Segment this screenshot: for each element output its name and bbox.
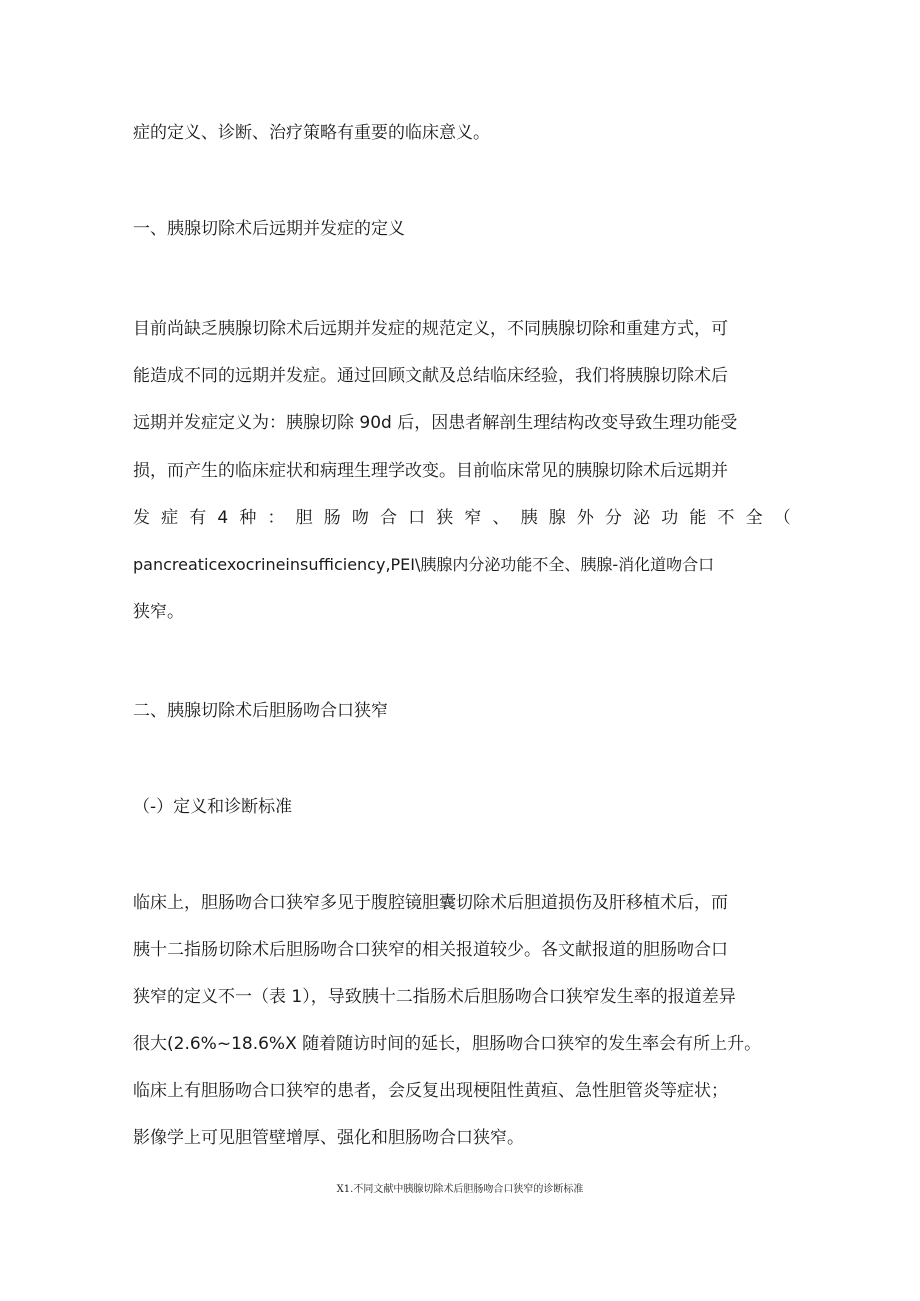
justified-char: 、: [492, 508, 510, 528]
justified-char: 胆: [295, 508, 313, 528]
paragraph-line: 胰十二指肠切除术后胆肠吻合口狭窄的相关报道较少。各文献报道的胆肠吻合口: [133, 940, 728, 960]
justified-char: 狭: [436, 508, 454, 528]
paragraph-line: pancreaticexocrineinsufficiency,PEI\胰腺内分泌功能不全、胰腺-消化道吻合口: [133, 555, 715, 574]
justified-char: 症: [161, 508, 179, 528]
justified-char: 胰: [520, 508, 538, 528]
justified-char: 肠: [323, 508, 341, 528]
paragraph-line: 能造成不同的远期并发症。通过回顾文献及总结临床经验，我们将胰腺切除术后: [133, 366, 728, 386]
paragraph-line-spread: [133, 507, 791, 529]
paragraph-line: 损，而产生的临床症状和病理生理学改变。目前临床常见的胰腺切除术后远期并: [133, 461, 728, 481]
justified-char: 窄: [464, 508, 482, 528]
justified-char: 分: [604, 508, 622, 528]
paragraph-line: 临床上有胆肠吻合口狭窄的患者，会反复出现梗阻性黄疸、急性胆管炎等症状；: [133, 1081, 728, 1101]
justified-char: 发: [133, 508, 150, 528]
paragraph-line: 远期并发症定义为：胰腺切除 90d 后，因患者解剖生理结构改变导致生理功能受: [133, 413, 738, 433]
justified-char: 有: [189, 508, 207, 528]
justified-char: ：: [267, 508, 285, 528]
section2-subheading: （-）定义和诊断标准: [133, 797, 293, 817]
paragraph-line: 狭窄。: [133, 602, 184, 622]
paragraph-line: 影像学上可见胆管壁增厚、强化和胆肠吻合口狭窄。: [133, 1128, 524, 1148]
justified-char: 合: [379, 508, 397, 528]
table-caption: X1.不同文献中胰腺切除术后胆肠吻合口狭窄的诊断标准: [336, 1184, 584, 1195]
section2-heading: 二、胰腺切除术后胆肠吻合口狭窄: [133, 701, 388, 721]
paragraph-line: 临床上，胆肠吻合口狭窄多见于腹腔镜胆囊切除术后胆道损伤及肝移植术后，而: [133, 893, 728, 913]
intro-tail-text: 症的定义、诊断、治疗策略有重要的临床意义。: [133, 123, 490, 143]
paragraph-line: 目前尚缺乏胰腺切除术后远期并发症的规范定义，不同胰腺切除和重建方式，可: [133, 319, 728, 339]
justified-char: 吻: [351, 508, 369, 528]
justified-char: 功: [661, 508, 679, 528]
justified-char: 口: [408, 508, 426, 528]
justified-char: 外: [576, 508, 594, 528]
justified-char: 能: [689, 508, 707, 528]
justified-char: 不: [717, 508, 735, 528]
justified-char: 泌: [633, 508, 651, 528]
justified-char: 全: [745, 508, 763, 528]
justified-char: 种: [239, 508, 257, 528]
paragraph-line: 狭窄的定义不一（表 1），导致胰十二指肠术后胆肠吻合口狭窄发生率的报道差异: [133, 987, 736, 1007]
paragraph-line: 很大(2.6%~18.6%X 随着随访时间的延长，胆肠吻合口狭窄的发生率会有所上升。: [133, 1034, 762, 1054]
justified-char: 腺: [548, 508, 566, 528]
justified-char: 4: [217, 508, 229, 528]
justified-char: （: [773, 508, 791, 528]
section1-heading: 一、胰腺切除术后远期并发症的定义: [133, 219, 405, 239]
